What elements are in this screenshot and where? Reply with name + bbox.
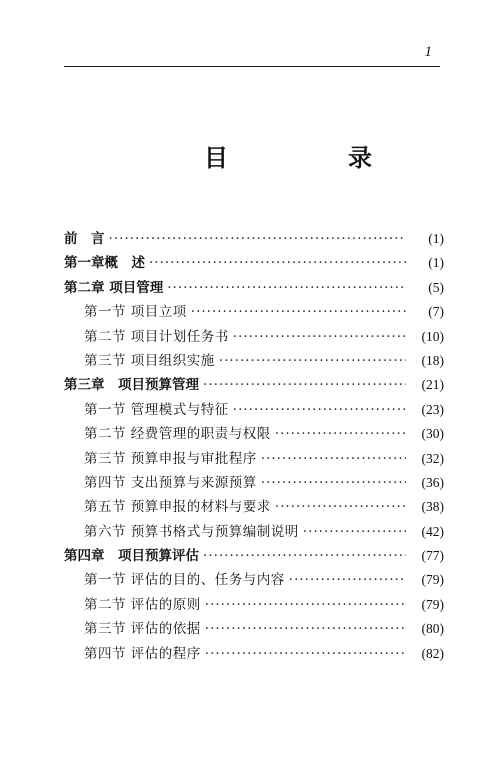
toc-entry-title: 第六节 预算书格式与预算编制说明 [84, 523, 299, 540]
dot-leader [205, 642, 406, 666]
toc-entry-title: 第二节 经费管理的职责与权限 [84, 426, 271, 443]
dot-leader [205, 617, 406, 641]
dot-leader [149, 251, 406, 275]
toc-entry[interactable] [64, 568, 444, 592]
toc-entry-title: 第二节 项目计划任务书 [84, 328, 229, 345]
page-title: 目 录 [204, 144, 420, 172]
toc-entry-page: (1) [428, 255, 444, 271]
dot-leader [261, 471, 406, 495]
toc-entry-page: (80) [421, 621, 444, 637]
toc-entry-title: 第四节 支出预算与来源预算 [84, 474, 257, 491]
toc-entry[interactable] [64, 300, 444, 324]
toc-entry-page: (79) [421, 596, 444, 612]
toc-entry-page: (42) [421, 523, 444, 539]
dot-leader [191, 300, 406, 324]
toc-entry-page: (1) [428, 231, 444, 246]
dot-leader [275, 495, 406, 519]
toc-entry-page: (10) [421, 328, 444, 344]
toc-entry[interactable] [64, 447, 444, 471]
toc-entry[interactable] [64, 593, 444, 617]
toc-entry-title: 第一节 评估的目的、任务与内容 [84, 572, 285, 589]
dot-leader [275, 422, 406, 446]
toc-entry[interactable] [64, 642, 444, 666]
toc-entry-page: (79) [421, 572, 444, 588]
toc-entry-title: 第三节 评估的依据 [84, 621, 201, 638]
toc-entry[interactable] [64, 349, 444, 373]
header-rule [64, 66, 440, 67]
dot-leader [219, 349, 406, 373]
toc-entry-title: 第二节 评估的原则 [84, 596, 201, 613]
toc-entry-title: 第二章 项目管理 [64, 279, 164, 296]
toc-entry-title: 第四节 评估的程序 [84, 645, 201, 662]
dot-leader [203, 373, 406, 397]
toc-entry[interactable] [64, 544, 444, 568]
table-of-contents [64, 227, 444, 666]
dot-leader [233, 398, 406, 422]
toc-entry[interactable] [64, 520, 444, 544]
toc-entry-page: (5) [428, 279, 444, 295]
dot-leader [261, 447, 406, 471]
dot-leader [205, 593, 406, 617]
toc-entry-page: (23) [421, 401, 444, 417]
toc-entry-title: 第三章 项目预算管理 [64, 377, 199, 394]
toc-entry[interactable] [64, 617, 444, 641]
toc-entry-title: 第五节 预算申报的材料与要求 [84, 499, 271, 516]
toc-entry[interactable] [64, 325, 444, 349]
dot-leader [233, 325, 406, 349]
toc-entry[interactable] [64, 422, 444, 446]
toc-entry-title: 前 言 [64, 231, 105, 247]
toc-entry-title: 第一节 项目立项 [84, 304, 187, 321]
dot-leader [109, 227, 407, 251]
dot-leader [167, 276, 406, 300]
toc-entry-page: (18) [421, 352, 444, 368]
toc-entry[interactable] [64, 495, 444, 519]
toc-entry-title: 第三节 预算申报与审批程序 [84, 450, 257, 467]
toc-entry[interactable] [64, 373, 444, 397]
toc-entry-page: (30) [421, 426, 444, 442]
toc-entry-page: (38) [421, 499, 444, 515]
toc-entry-page: (82) [421, 645, 444, 661]
toc-entry[interactable] [64, 471, 444, 495]
toc-entry[interactable] [64, 276, 444, 300]
toc-entry[interactable] [64, 251, 444, 275]
page-number: 1 [424, 44, 432, 60]
toc-entry-page: (77) [421, 548, 444, 564]
toc-entry[interactable] [64, 227, 444, 251]
toc-entry-page: (21) [421, 377, 444, 393]
toc-entry-title: 第三节 项目组织实施 [84, 352, 215, 369]
dot-leader [203, 544, 406, 568]
dot-leader [303, 520, 406, 544]
toc-entry-title: 第四章 项目预算评估 [64, 548, 199, 565]
toc-entry-page: (32) [421, 450, 444, 466]
toc-entry-page: (36) [421, 474, 444, 490]
toc-entry-page: (7) [428, 304, 444, 320]
toc-entry-title: 第一节 管理模式与特征 [84, 401, 229, 418]
dot-leader [289, 568, 406, 592]
toc-entry-title: 第一章概 述 [64, 255, 145, 272]
toc-entry[interactable] [64, 398, 444, 422]
